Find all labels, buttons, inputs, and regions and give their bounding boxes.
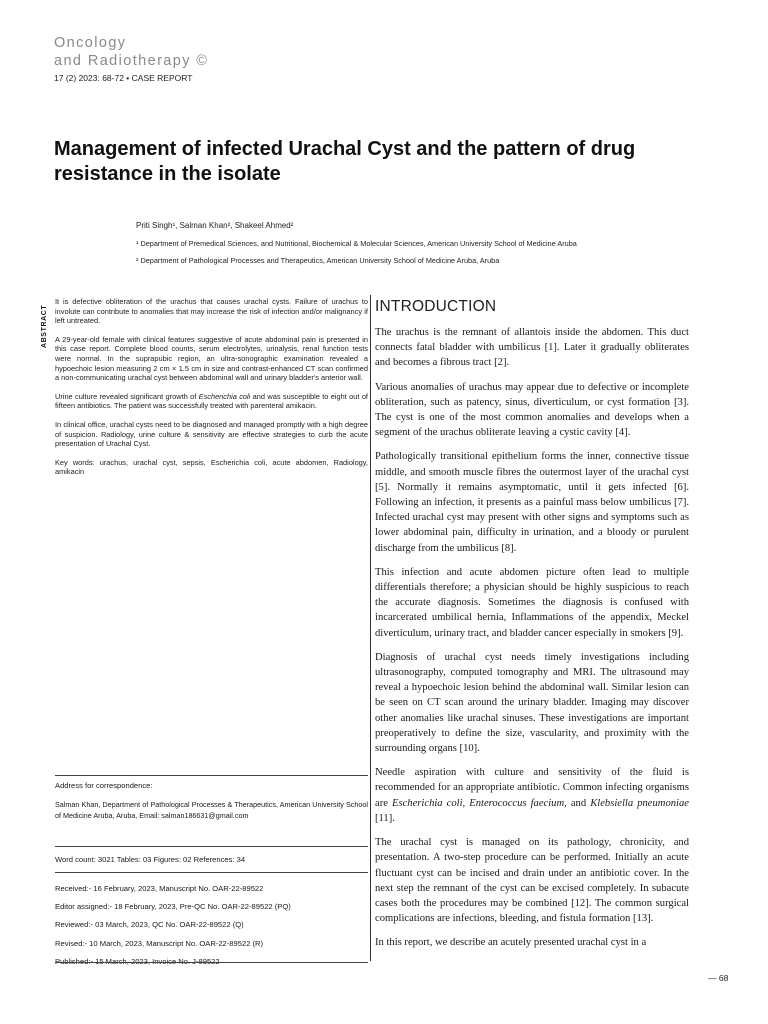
affiliation-2: ² Department of Pathological Processes and Therapeutics, American University School of Medicine Aruba, Aruba [136, 256, 500, 265]
correspondence-title: Address for correspondence: [55, 781, 153, 790]
body-paragraph: In this report, we describe an acutely presented urachal cyst in a [375, 937, 647, 949]
body-paragraph: The urachal cyst is managed on its pathology, chronicity, and presentation. A two-step procedure can be performed. Initially an acute fluctuant cyst can be incised and drain under an antibiotic cover. In the next step the remnant of the cyst can be excised completely. In subacute cases both the procedures may be combined [12]. The common surgical complications are infections, bleeding, and fistula formation [13]. [375, 837, 689, 925]
abstract-label [36, 300, 46, 348]
page-number: — 68 [708, 973, 729, 983]
divider [55, 846, 368, 847]
journal-name-line2: and Radiotherapy © [54, 53, 209, 69]
word-count: Word count: 3021 Tables: 03 Figures: 02 References: 34 [55, 855, 246, 864]
body-paragraph: Pathologically transitional epithelium forms the inner, connective tissue middle, and smooth muscle fibres the outermost layer of the urachal cyst [5]. Normally it remains asymptomatic, until it gets infected [6]. Following an infection, it presents as a painful mass below umbilicus [7]. Infected urachal cyst may present with other signs and symptoms such as lower abdominal pain, difficulty in urination, and a bloody or purulent discharge from the umbilicus [8]. [375, 451, 689, 554]
keywords: Key words: urachus, urachal cyst, sepsis, Escherichia coli, acute abdomen, Radiology, amikacin [55, 457, 368, 477]
abstract [55, 297, 368, 486]
body-paragraph: Various anomalies of urachus may appear due to defective or incomplete obliteration, such as patency, sinus, diverticulum, or cyst formation [3]. The cyst is one of the most common anomalies and develops when a segment of the urachus obliterate leaving a cystic cavity [4]. [375, 381, 689, 439]
abstract-paragraph [55, 392, 368, 411]
editor-assigned-date: Editor assigned:- 18 February, 2023, Pre-QC No. OAR-22-89522 (PQ) [55, 902, 291, 912]
divider [55, 962, 368, 963]
abstract-label-text: ABSTRACT [41, 304, 48, 348]
body-paragraph: This infection and acute abdomen picture often lead to multiple differentials therefore; a physician should be highly suspicious to reach the accurate diagnosis. Sometimes the diagnosis is confused with incarcerated umbilical hernia, Inflammations of the appendix, Meckel diverticulum, urinary tract, and bladder cancer especially in smokers [9]. [375, 566, 689, 639]
article-title: Management of infected Urachal Cyst and the pattern of drug resistance in the isolate [54, 138, 636, 185]
body-text: [11]. [375, 812, 395, 824]
author-list: Priti Singh¹, Salman Khan², Shakeel Ahmed² [136, 221, 294, 230]
organism-name: Escherichia coli [198, 391, 251, 401]
revised-date: Revised:- 10 March, 2023, Manuscript No. OAR-22-89522 (R) [55, 938, 264, 948]
issue-line: 17 (2) 2023: 68-72 • CASE REPORT [54, 73, 193, 83]
journal-name-line1: Oncology [54, 35, 127, 51]
manuscript-dates [55, 880, 291, 971]
reviewed-date: Reviewed:- 03 March, 2023, QC No. OAR-22-89522 (Q) [55, 920, 244, 930]
organism-name: Escherichia coli [392, 797, 463, 809]
correspondence-box [55, 775, 368, 821]
body-text: , and [564, 797, 591, 809]
section-heading: INTRODUCTION [375, 298, 497, 315]
abstract-paragraph: In clinical office, urachal cysts need to be diagnosed and managed promptly with a high degree of suspicion. Radiology, urine culture & sensitivity are effective strategies to curb the acute presentation of Urachal Cyst. [55, 419, 368, 449]
received-date: Received:- 16 February, 2023, Manuscript No. OAR-22-89522 [55, 884, 264, 893]
column-divider [370, 295, 371, 961]
divider [55, 872, 368, 873]
body-paragraph: Diagnosis of urachal cyst needs timely investigations including ultrasonography, computed tomography and MRI. The ultrasound may reveal a hypoechoic lesion behind the abdominal wall. Similar lesion can be seen on CT scan around the urinary bladder. Imaging may discover other anomalies like urachal sinuses. These investigations are important preoperatively to define the size, vascularity, and proximity with the surrounding organs [10]. [375, 651, 689, 755]
abstract-text: Urine culture revealed significant growth of [55, 391, 199, 401]
body-text: , [462, 797, 470, 809]
abstract-paragraph: It is defective obliteration of the urachus that causes urachal cysts. Failure of urachus to involute can contribute to anomalies that may increase the risk of infection and/or malignancy if left untreated. [55, 297, 368, 326]
correspondence-text: Salman Khan, Department of Pathological Processes & Therapeutics, American University School of Medicine Aruba, Aruba, Email: salman186631@gmail.com [55, 800, 368, 820]
organism-name: Enterococcus faecium [469, 797, 565, 809]
abstract-paragraph: A 29-year-old female with clinical features suggestive of acute abdominal pain is presented in this case report. Complete blood counts, serum electrolytes, urinalysis, renal function tests were normal. In the suprapubic region, an ultra-sonographic examination revealed a hypoechoic lesion measuring 2 cm × 1.5 cm in size and contrast-enhanced CT scan confirmed a non-communicating urachal cyst between abdominal wall and urinary bladder's anterior wall. [55, 334, 368, 383]
journal-name [54, 34, 208, 70]
body-text: Needle aspiration with culture and sensitivity of the fluid is recommended for an appropriate antibiotic. Common infecting organisms are [375, 767, 689, 809]
body-paragraph: The urachus is the remnant of allantois inside the abdomen. This duct connects fatal bladder with umbilicus [1]. Later it gradually obliterates and becomes a fibrous tract [2]. [375, 327, 689, 369]
affiliation-1: ¹ Department of Premedical Sciences, and Nutritional, Biochemical & Molecular Sciences, American University School of Medicine Aruba [136, 239, 577, 248]
abstract-text: and was susceptible to eight out of fifteen antibiotics. The patient was successfully treated with parenteral amikacin. [55, 391, 368, 411]
organism-name: Klebsiella pneumoniae [590, 797, 689, 809]
body-paragraph [375, 765, 689, 826]
introduction-body [375, 325, 689, 960]
